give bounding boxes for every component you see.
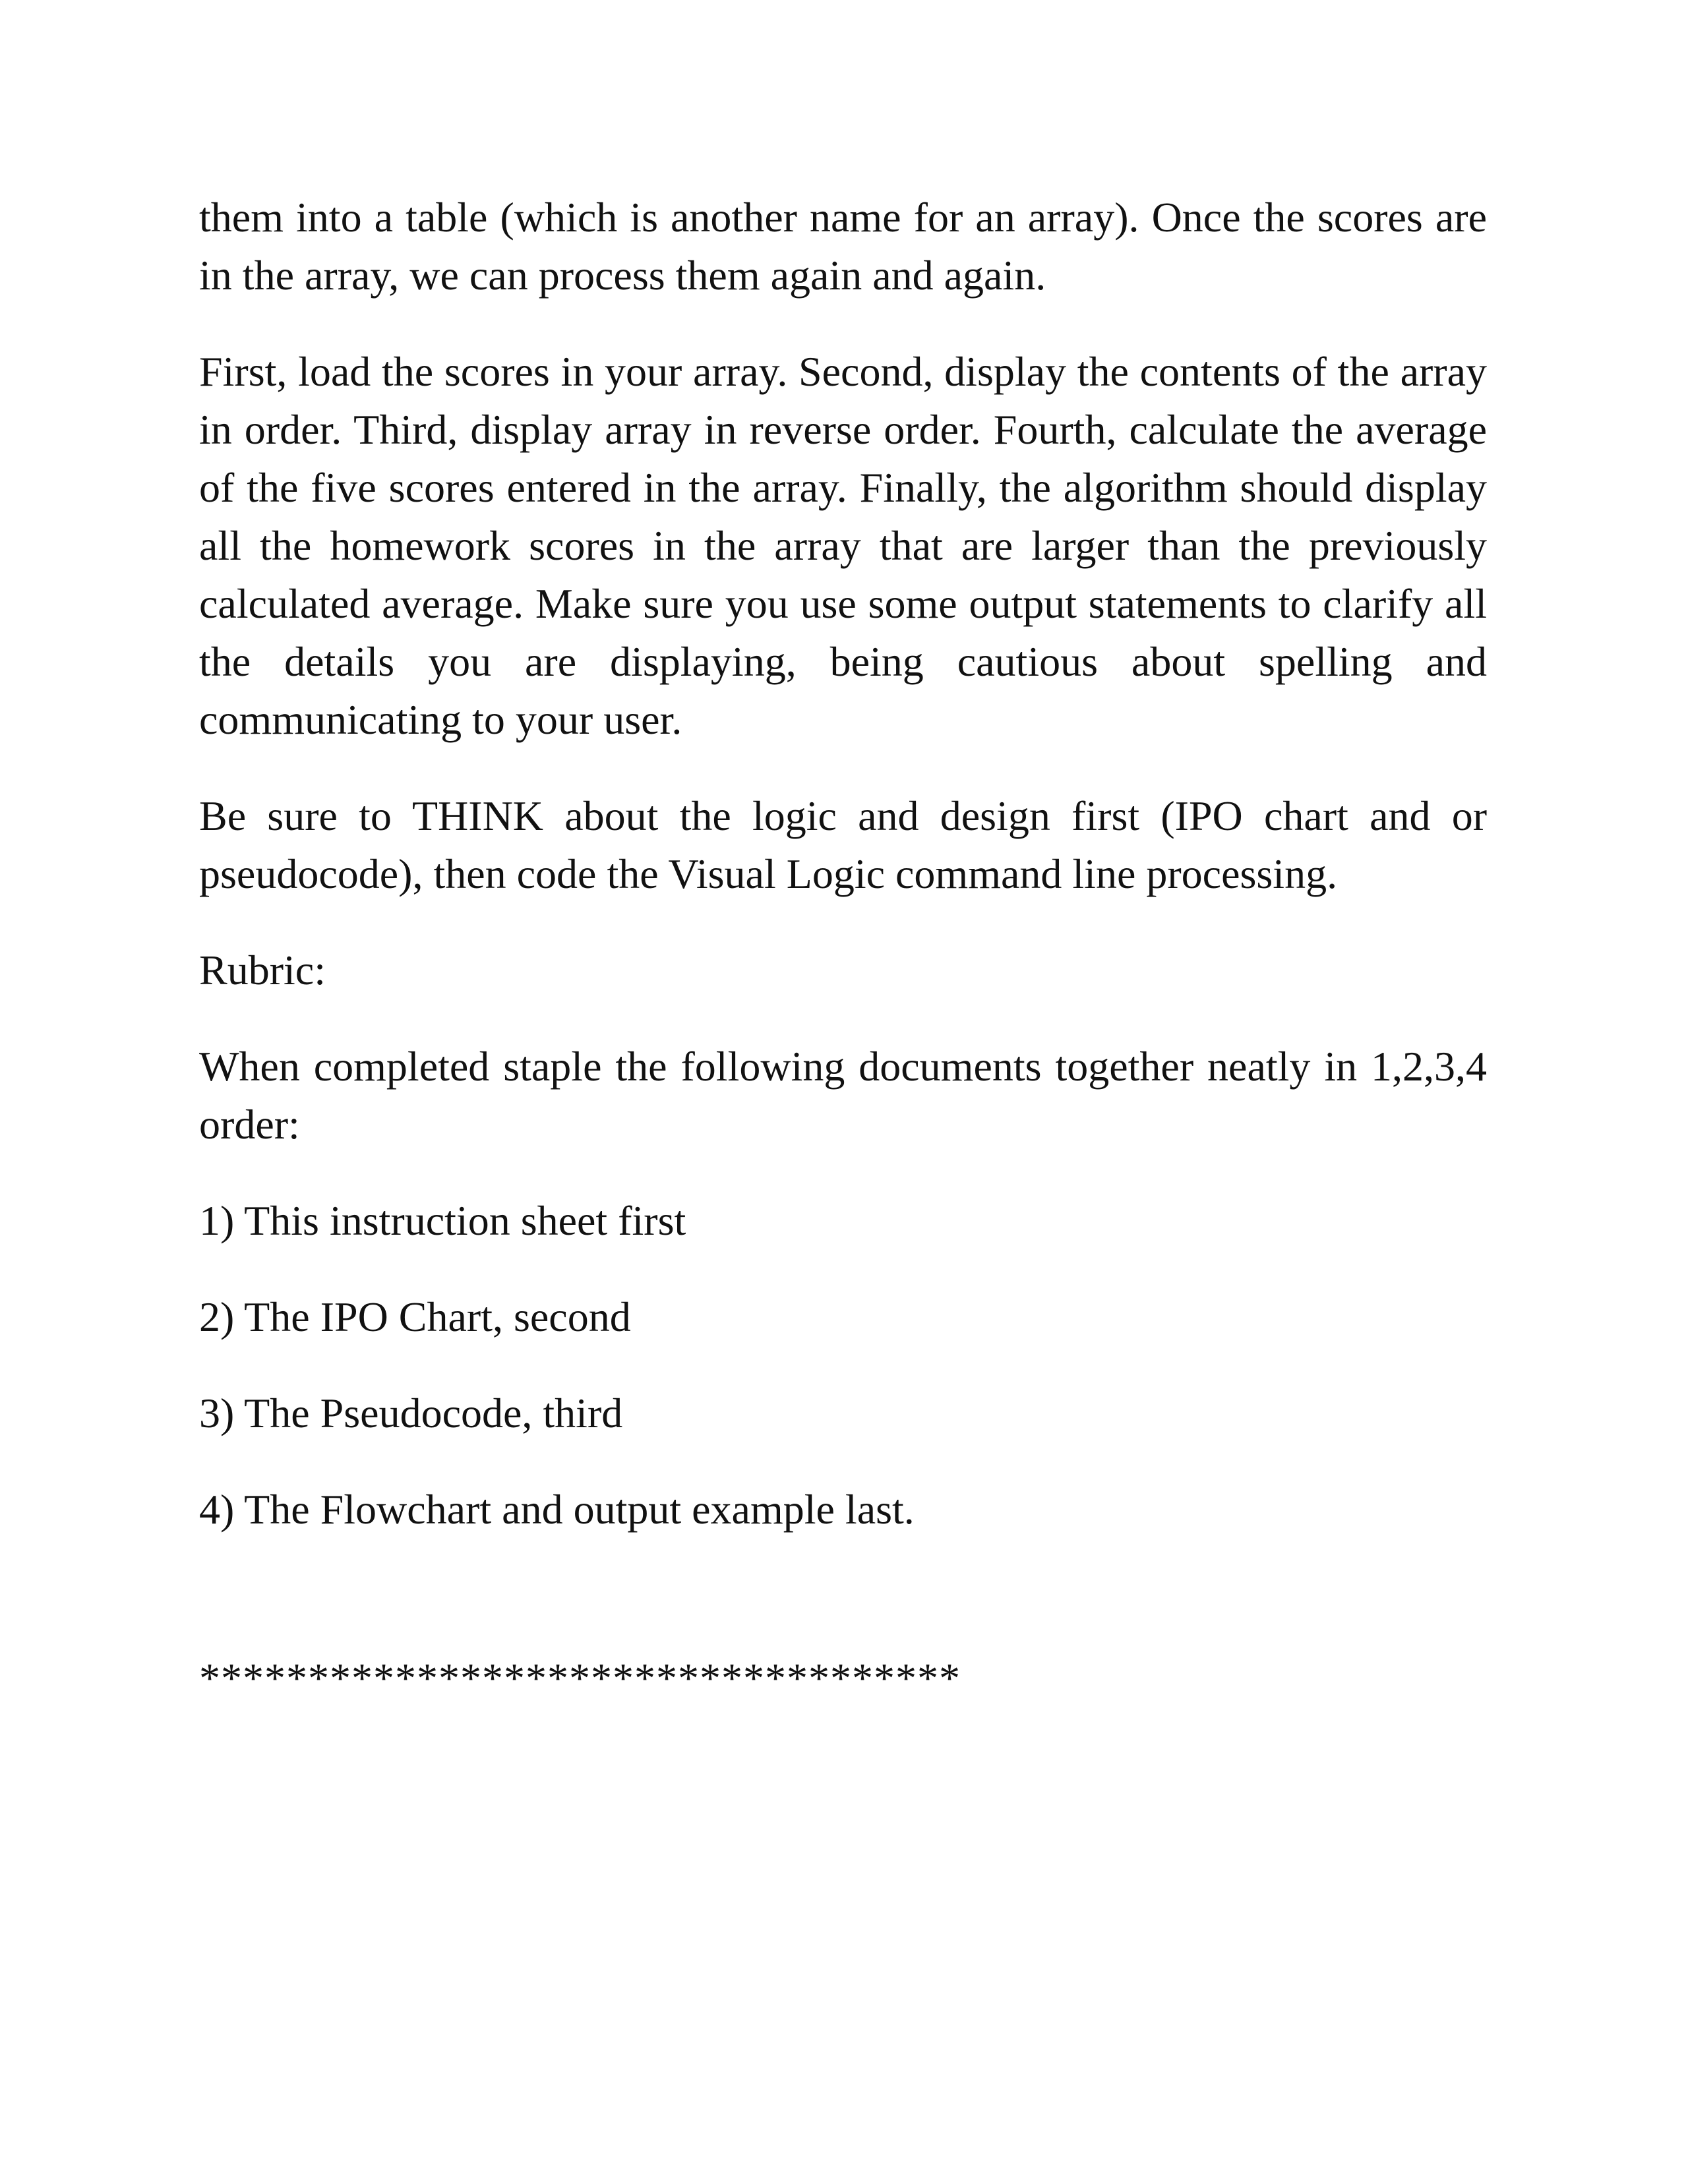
paragraph-design-note: Be sure to THINK about the logic and design first (IPO chart and or pseudocode), then code the Visual Logic command line processing. [199,792,1487,897]
paragraph-staple-instructions: When completed staple the following documents together neatly in 1,2,3,4 order: [199,1043,1487,1148]
asterisk-separator: *********************************** [199,1655,961,1701]
list-item: 1) This instruction sheet first [199,1197,686,1244]
paragraph-array-intro: them into a table (which is another name for an array). Once the scores are in the array, we can process them again and again. [199,194,1487,299]
paragraph-instructions: First, load the scores in your array. Second, display the contents of the array in order. Third, display array in reverse order. Fourth, calculate the average of the five scores entered in the array. Finally, the algorithm should display all the homework scores in the array that are larger than the previously calculated average. Make sure you use some output statements to clarify all the details you are displaying, being cautious about spelling and communicating to your user. [199,348,1487,743]
list-item: 4) The Flowchart and output example last. [199,1486,915,1533]
list-item: 3) The Pseudocode, third [199,1390,623,1436]
list-item: 2) The IPO Chart, second [199,1293,631,1340]
rubric-heading: Rubric: [199,947,326,993]
document-body [199,189,1487,1707]
